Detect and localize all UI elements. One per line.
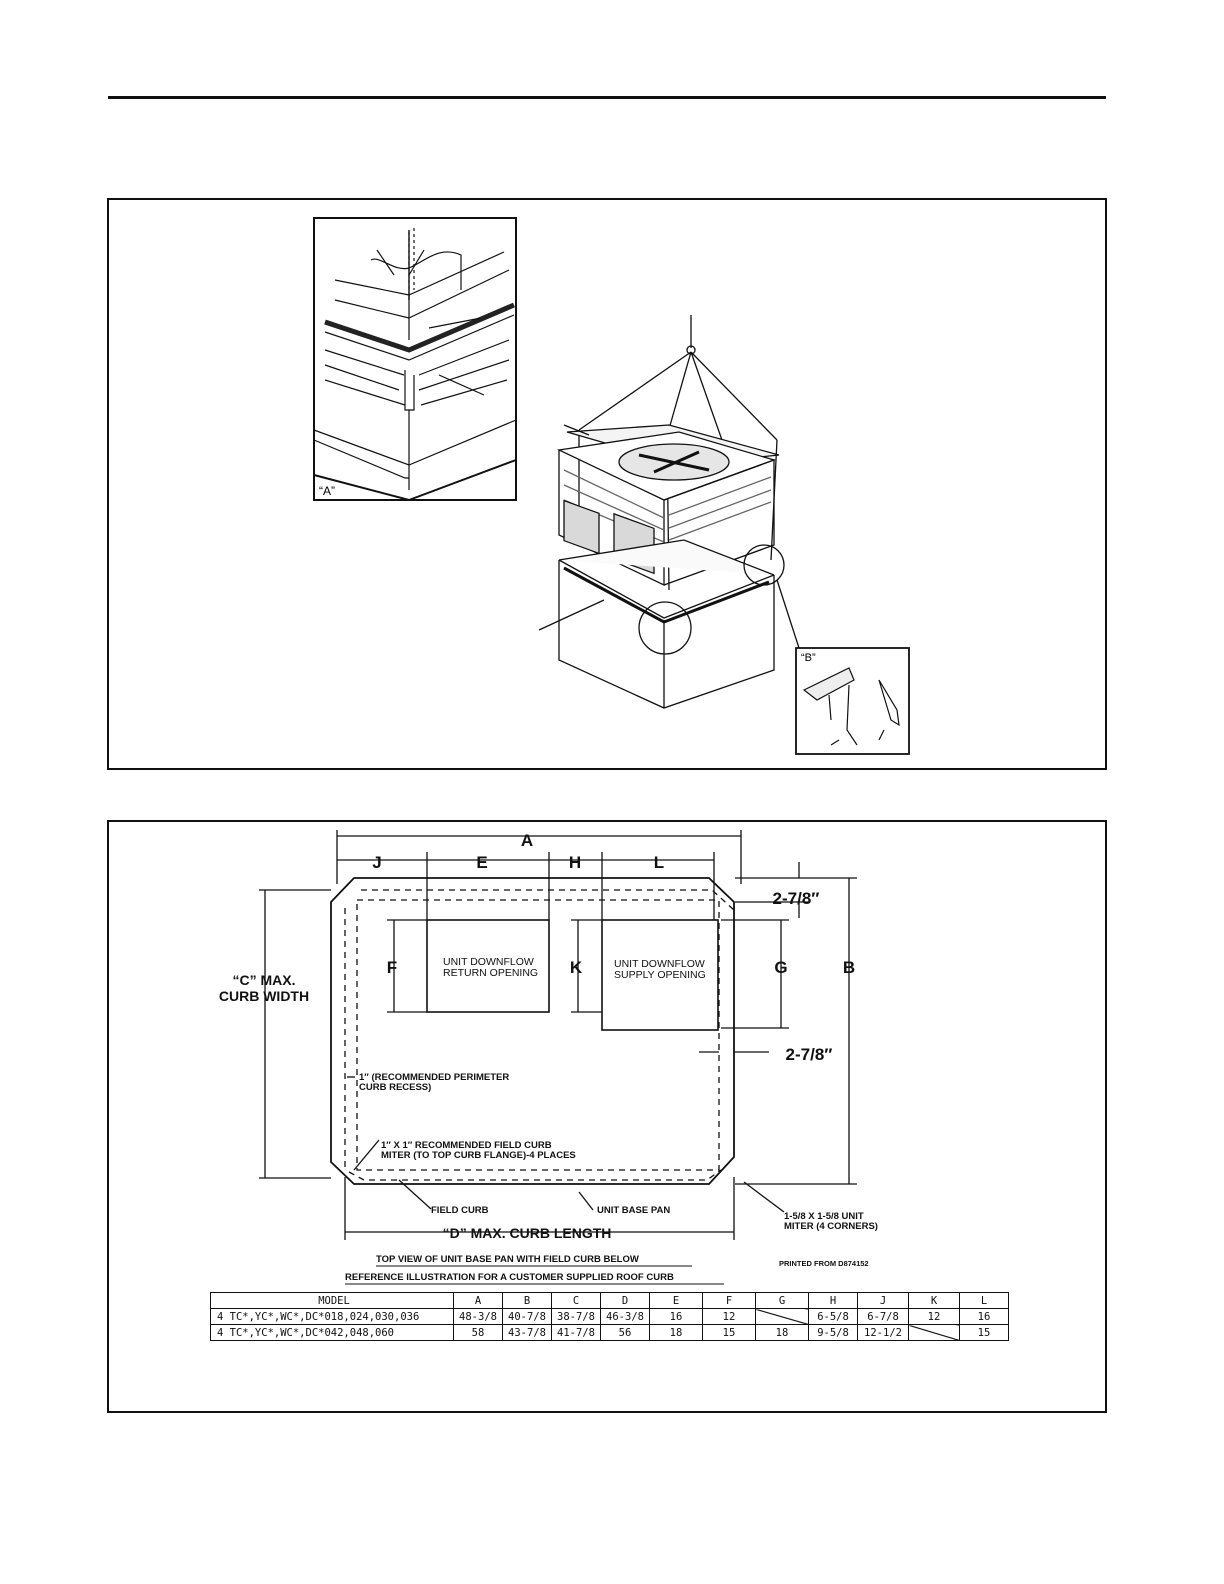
table-cell: 9-5/8 [809,1325,858,1341]
rigging-figure [107,198,1107,770]
table-header: D [601,1293,650,1309]
table-header: L [960,1293,1009,1309]
table-cell: 18 [650,1325,703,1341]
table-cell: 38-7/8 [552,1309,601,1325]
dim-l: L [653,853,665,872]
dim-top-offset: 2-7/8″ [772,889,820,908]
table-cell: 43-7/8 [503,1325,552,1341]
table-header: E [650,1293,703,1309]
table-cell: 40-7/8 [503,1309,552,1325]
table-header: C [552,1293,601,1309]
curb-width-label-2: CURB WIDTH [218,988,310,1004]
field-curb-label: FIELD CURB [431,1205,489,1216]
table-header: K [909,1293,960,1309]
dim-j: J [372,853,382,872]
table-row [211,1325,1009,1341]
table-cell: 16 [960,1309,1009,1325]
table-cell: 15 [703,1325,756,1341]
table-cell: 12-1/2 [858,1325,909,1341]
detail-a [314,218,516,500]
table-cell: 16 [650,1309,703,1325]
recess-note: 1″ (RECOMMENDED PERIMETER [359,1072,510,1083]
table-header: G [756,1293,809,1309]
return-opening-label: UNIT DOWNFLOW [443,956,534,968]
detail-b-label: “B” [801,652,816,664]
table-cell: 15 [960,1325,1009,1341]
miter-note: 1″ X 1″ RECOMMENDED FIELD CURB [381,1140,552,1151]
dim-h: H [568,853,582,872]
curb-length-label: “D” MAX. CURB LENGTH [442,1225,612,1241]
dim-f: F [386,958,398,977]
table-cell: 4 TC*,YC*,WC*,DC*018,024,030,036 [211,1309,454,1325]
caption-reference: REFERENCE ILLUSTRATION FOR A CUSTOMER SUPPLIED ROOF CURB [345,1272,674,1283]
table-cell: 4 TC*,YC*,WC*,DC*042,048,060 [211,1325,454,1341]
table-cell: 56 [601,1325,650,1341]
curb-width-label: “C” MAX. [232,972,296,988]
table-cell-na [909,1325,960,1341]
unit-drawing [539,315,799,708]
table-header: A [454,1293,503,1309]
table-cell: 12 [909,1309,960,1325]
dim-e: E [476,853,488,872]
recess-note-2: CURB RECESS) [359,1082,432,1093]
table-header: B [503,1293,552,1309]
table-cell: 18 [756,1325,809,1341]
dimension-table [210,1292,1009,1341]
rigging-illustration [109,200,1105,768]
table-cell-na [756,1309,809,1325]
header-rule [108,96,1106,99]
dim-g: G [774,958,788,977]
miter-note-2: MITER (TO TOP CURB FLANGE)-4 PLACES [381,1150,576,1161]
supply-opening-label: UNIT DOWNFLOW [614,958,705,970]
dim-b: B [842,958,856,977]
table-row [211,1309,1009,1325]
dim-k: K [569,958,583,977]
supply-opening-label-2: SUPPLY OPENING [614,969,706,981]
unit-base-pan-label: UNIT BASE PAN [597,1205,671,1216]
caption-top-view: TOP VIEW OF UNIT BASE PAN WITH FIELD CURB BELOW [376,1254,639,1265]
table-header-row [211,1293,1009,1309]
table-cell: 41-7/8 [552,1325,601,1341]
table-cell: 12 [703,1309,756,1325]
return-opening-label-2: RETURN OPENING [443,967,539,979]
unit-miter-label: 1-5/8 X 1-5/8 UNIT [784,1211,864,1222]
curb-figure [107,820,1107,1413]
table-cell: 6-5/8 [809,1309,858,1325]
dim-a: A [520,831,534,850]
printed-from: PRINTED FROM D874152 [779,1259,869,1268]
detail-a-label: “A” [319,484,335,498]
table-header: MODEL [211,1293,454,1309]
table-cell: 58 [454,1325,503,1341]
table-header: J [858,1293,909,1309]
table-header: F [703,1293,756,1309]
unit-base-pan-outline [331,878,734,1184]
dim-side-offset: 2-7/8″ [785,1045,833,1064]
table-cell: 46-3/8 [601,1309,650,1325]
unit-miter-label-2: MITER (4 CORNERS) [784,1221,878,1232]
table-header: H [809,1293,858,1309]
table-cell: 6-7/8 [858,1309,909,1325]
table-cell: 48-3/8 [454,1309,503,1325]
